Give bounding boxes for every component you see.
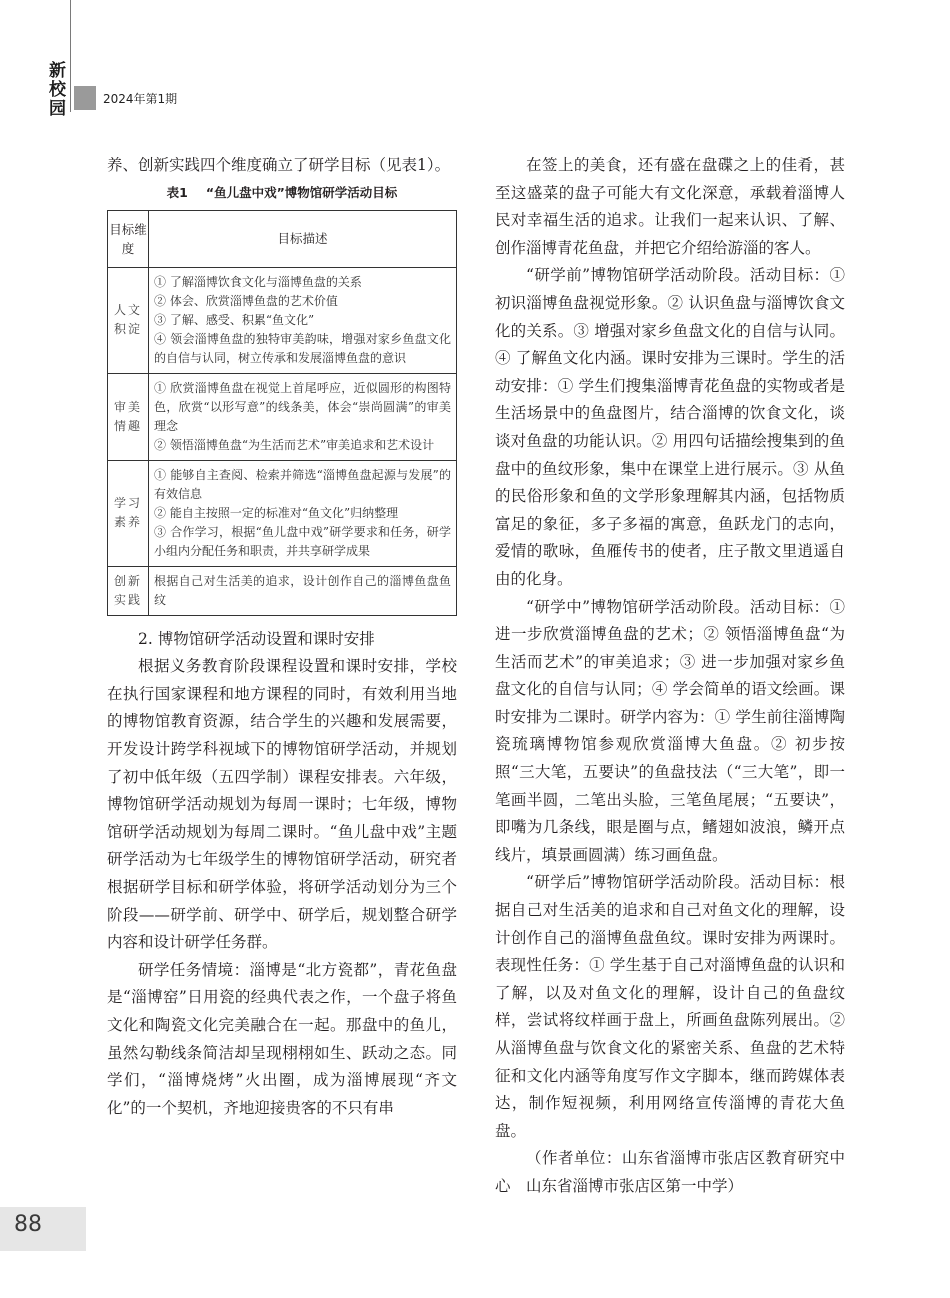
goal-item: ③ 了解、感受、积累“鱼文化” — [154, 312, 315, 327]
row-dimension: 人文积淀 — [108, 267, 149, 373]
goals-table — [107, 210, 457, 616]
goal-item: ② 领悟淄博鱼盘“为生活而艺术”审美追求和艺术设计 — [154, 437, 435, 452]
left-column — [107, 152, 457, 1122]
row-description — [149, 566, 457, 615]
goal-item: ① 欣赏淄博鱼盘在视觉上首尾呼应，近似圆形的构图特色，欣赏“以形写意”的线条美，体会“崇尚圆满”的审美理念 — [154, 380, 451, 433]
body-paragraph: 研学任务情境：淄博是“北方瓷都”，青花鱼盘是“淄博窑”日用瓷的经典代表之作，一个盘子将鱼文化和陶瓷文化完美融合在一起。那盘中的鱼儿，虽然勾勒线条简洁却呈现栩栩如生、跃动之态。同学们，“淄博烧烤”火出圈，成为淄博展现“齐文化”的一个契机，齐地迎接贵客的不只有串 — [107, 960, 457, 1117]
page-number: 88 — [14, 1212, 42, 1237]
footer-band — [0, 1207, 86, 1251]
body-paragraph: 根据义务教育阶段课程设置和课时安排，学校在执行国家课程和地方课程的同时，有效利用当地的博物馆教育资源，结合学生的兴趣和发展需要，开发设计跨学科视域下的博物馆研学活动，并规划了初中低年级（五四学制）课程安排表。六年级，博物馆研学活动规划为每周一课时；七年级，博物馆研学活动规划为每周二课时。“鱼儿盘中戏”主题研学活动为七年级学生的博物馆研学活动，研究者根据研学目标和研学体验，将研学活动划分为三个阶段——研学前、研学中、研学后，规划整合研学内容和设计研学任务群。 — [107, 657, 457, 952]
goal-item: ④ 领会淄博鱼盘的独特审美韵味，增强对家乡鱼盘文化的自信与认同，树立传承和发展淄博鱼盘的意识 — [154, 331, 451, 365]
body-paragraph: “研学后”博物馆研学活动阶段。活动目标：根据自己对生活美的追求和自己对鱼文化的理解，设计创作自己的淄博鱼盘鱼纹。课时安排为两课时。表现性任务：① 学生基于自己对淄博鱼盘的认识和了解，以及对鱼文化的理解，设计自己的鱼盘纹样，尝试将纹样画于盘上，所画鱼盘陈列展出。② 从淄博鱼盘与饮食文化的紧密关系、鱼盘的艺术特征和文化内涵等角度写作文字脚本，继而跨媒体表达，制作短视频，利用网络宣传淄博的青花大鱼盘。 — [495, 873, 845, 1140]
header-description: 目标描述 — [149, 210, 457, 267]
intro-text: 养、创新实践四个维度确立了研学目标（见表1）。 — [107, 156, 451, 174]
brand-char: 新 — [49, 61, 66, 81]
issue-label: 2024年第1期 — [103, 92, 178, 106]
row-description — [149, 373, 457, 460]
row-description — [149, 267, 457, 373]
table-row — [108, 460, 457, 566]
row-dimension: 学习素养 — [108, 460, 149, 566]
brand-char: 园 — [49, 99, 66, 119]
row-dimension: 创新实践 — [108, 566, 149, 615]
goal-item: ① 能够自主查阅、检索并筛选“淄博鱼盘起源与发展”的有效信息 — [154, 467, 451, 501]
goal-item: 根据自己对生活美的追求，设计创作自己的淄博鱼盘鱼纹 — [154, 573, 451, 607]
goal-item: ② 体会、欣赏淄博鱼盘的艺术价值 — [154, 293, 338, 308]
goal-item: ③ 合作学习，根据“鱼儿盘中戏”研学要求和任务，研学小组内分配任务和职责，并共享研学成果 — [154, 524, 451, 558]
body-paragraph: 在签上的美食，还有盛在盘碟之上的佳肴，甚至这盛菜的盘子可能大有文化深意，承载着淄博人民对幸福生活的追求。让我们一起来认识、了解、创作淄博青花鱼盘，并把它介绍给游淄的客人。 — [495, 156, 845, 257]
table-row — [108, 373, 457, 460]
row-description — [149, 460, 457, 566]
table-row — [108, 566, 457, 615]
right-column — [495, 152, 845, 1201]
body-paragraph: “研学前”博物馆研学活动阶段。活动目标：① 初识淄博鱼盘视觉形象。② 认识鱼盘与淄博饮食文化的关系。③ 增强对家乡鱼盘文化的自信与认同。④ 了解鱼文化内涵。课时安排为三课时。学生的活动安排：① 学生们搜集淄博青花鱼盘的实物或者是生活场景中的鱼盘图片，结合淄博的饮食文化，谈谈对鱼盘的功能认识。② 用四句话描绘搜集到的鱼盘中的鱼纹形象，集中在课堂上进行展示。③ 从鱼的民俗形象和鱼的文学形象理解其内涵，包括物质富足的象征，多子多福的寓意，鱼跃龙门的志向，爱情的歌咏，鱼雁传书的使者，庄子散文里逍遥自由的化身。 — [495, 266, 845, 588]
body-paragraph: “研学中”博物馆研学活动阶段。活动目标：① 进一步欣赏淄博鱼盘的艺术；② 领悟淄博鱼盘“为生活而艺术”的审美追求；③ 进一步加强对家乡鱼盘文化的自信与认同；④ 学会简单的语文绘画。课时安排为二课时。研学内容为：① 学生前往淄博陶瓷琉璃博物馆参观欣赏淄博大鱼盘。② 初步按照“三大笔，五要诀”的鱼盘技法（“三大笔”，即一笔画半圆，二笔出头脸，三笔鱼尾展；“五要诀”，即嘴为几条线，眼是圈与点，鳍翅如波浪，鳞开点线片，填景画圆满）练习画鱼盘。 — [495, 597, 845, 864]
table-title: “鱼儿盘中戏”博物馆研学活动目标 — [205, 184, 398, 200]
journal-brand — [49, 62, 71, 119]
header-dimension: 目标维度 — [108, 210, 149, 267]
section-heading: 2. 博物馆研学活动设置和课时安排 — [138, 629, 375, 648]
author-affiliation: （作者单位：山东省淄博市张店区教育研究中心 山东省淄博市张店区第一中学） — [495, 1149, 845, 1195]
goal-item: ① 了解淄博饮食文化与淄博鱼盘的关系 — [154, 274, 362, 289]
header-block — [74, 86, 96, 110]
table-header-row — [108, 210, 457, 267]
table-row — [108, 267, 457, 373]
table-number: 表1 — [166, 184, 188, 200]
table-caption — [107, 184, 457, 202]
goal-item: ② 能自主按照一定的标准对“鱼文化”归纳整理 — [154, 505, 399, 520]
row-dimension: 审美情趣 — [108, 373, 149, 460]
brand-char: 校 — [49, 80, 66, 100]
